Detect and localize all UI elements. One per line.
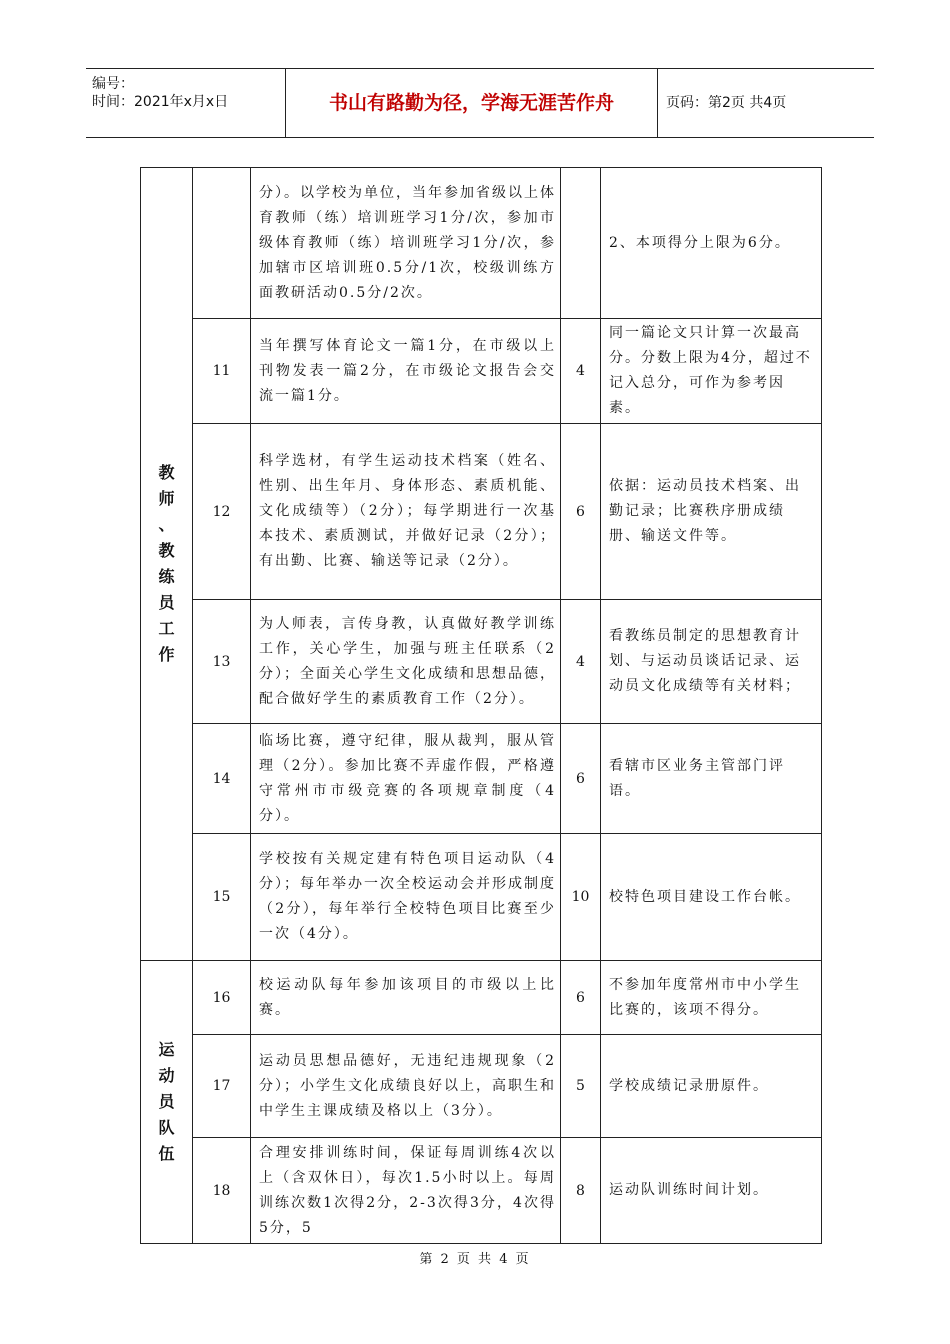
table-row [141, 168, 822, 319]
row-note: 看教练员制定的思想教育计划、与运动员谈话记录、运动员文化成绩等有关材料； [601, 600, 822, 724]
row-content: 校运动队每年参加该项目的市级以上比赛。 [251, 961, 561, 1035]
row-number [193, 168, 251, 319]
category-athletes [141, 961, 193, 1244]
row-content: 学校按有关规定建有特色项目运动队（4分）；每年举办一次全校运动会并形成制度（2分），每年举行全校特色项目比赛至少一次（4分）。 [251, 834, 561, 961]
table-row [141, 961, 822, 1035]
category-char: 运 [158, 1040, 175, 1059]
row-number: 16 [193, 961, 251, 1035]
row-note: 2、本项得分上限为6分。 [601, 168, 822, 319]
row-note: 校特色项目建设工作台帐。 [601, 834, 822, 961]
category-athletes-label [141, 1037, 192, 1167]
scoring-table [140, 167, 822, 1244]
row-number: 14 [193, 724, 251, 834]
category-teachers [141, 168, 193, 961]
header-motto: 书山有路勤为径，学海无涯苦作舟 [286, 69, 658, 137]
row-number: 12 [193, 424, 251, 600]
category-char: 练 [158, 567, 175, 586]
category-teachers-label [141, 460, 192, 668]
row-number: 15 [193, 834, 251, 961]
row-score: 4 [561, 319, 601, 424]
row-number: 13 [193, 600, 251, 724]
table-row [141, 834, 822, 961]
row-content: 分）。以学校为单位，当年参加省级以上体育教师（练）培训班学习1分/次，参加市级体育教师（练）培训班学习1分/次，参加辖市区培训班0.5分/1次，校级训练方面教研活动0.5分/2次。 [251, 168, 561, 319]
category-char: 伍 [158, 1144, 175, 1163]
row-note: 看辖市区业务主管部门评语。 [601, 724, 822, 834]
row-note: 不参加年度常州市中小学生比赛的，该项不得分。 [601, 961, 822, 1035]
row-content: 当年撰写体育论文一篇1分，在市级以上刊物发表一篇2分，在市级论文报告会交流一篇1分。 [251, 319, 561, 424]
row-score: 10 [561, 834, 601, 961]
category-char: 工 [158, 619, 175, 638]
category-char: 员 [158, 1092, 175, 1111]
row-number: 17 [193, 1035, 251, 1138]
page-footer: 第 2 页 共 4 页 [419, 1252, 531, 1267]
category-char: 队 [158, 1118, 175, 1137]
row-score: 6 [561, 424, 601, 600]
category-char: 、 [158, 515, 175, 534]
number-label: 编号： [92, 76, 134, 92]
row-score: 6 [561, 961, 601, 1035]
row-score: 8 [561, 1138, 601, 1244]
row-note: 运动队训练时间计划。 [601, 1138, 822, 1244]
category-char: 作 [158, 645, 175, 664]
header-meta [86, 69, 286, 137]
row-score: 5 [561, 1035, 601, 1138]
row-note: 同一篇论文只计算一次最高分。分数上限为4分，超过不记入总分，可作为参考因素。 [601, 319, 822, 424]
row-content: 为人师表，言传身教，认真做好教学训练工作，关心学生，加强与班主任联系（2分）；全面关心学生文化成绩和思想品德，配合做好学生的素质教育工作（2分）。 [251, 600, 561, 724]
table-row [141, 1138, 822, 1244]
table-row [141, 600, 822, 724]
category-char: 教 [158, 541, 175, 560]
row-score: 4 [561, 600, 601, 724]
time-label: 时间：2021年x月x日 [92, 94, 229, 110]
table-row [141, 724, 822, 834]
row-content: 临场比赛，遵守纪律，服从裁判，服从管理（2分）。参加比赛不弄虚作假，严格遵守常州市市级竞赛的各项规章制度（4分）。 [251, 724, 561, 834]
category-char: 师 [158, 489, 175, 508]
category-char: 员 [158, 593, 175, 612]
row-content: 运动员思想品德好，无违纪违规现象（2分）；小学生文化成绩良好以上，高职生和中学生主课成绩及格以上（3分）。 [251, 1035, 561, 1138]
category-char: 教 [158, 463, 175, 482]
table-row [141, 1035, 822, 1138]
table-row [141, 319, 822, 424]
row-content: 科学选材，有学生运动技术档案（姓名、性别、出生年月、身体形态、素质机能、文化成绩等）（2分）；每学期进行一次基本技术、素质测试，并做好记录（2分）；有出勤、比赛、输送等记录（2分）。 [251, 424, 561, 600]
row-number: 11 [193, 319, 251, 424]
row-note: 依据：运动员技术档案、出勤记录；比赛秩序册成绩册、输送文件等。 [601, 424, 822, 600]
row-score [561, 168, 601, 319]
row-score: 6 [561, 724, 601, 834]
row-content: 合理安排训练时间，保证每周训练4次以上（含双休日），每次1.5小时以上。每周训练次数1次得2分，2-3次得3分，4次得5分，5 [251, 1138, 561, 1244]
category-char: 动 [158, 1066, 175, 1085]
row-number: 18 [193, 1138, 251, 1244]
row-note: 学校成绩记录册原件。 [601, 1035, 822, 1138]
header-page-label: 页码：第2页 共4页 [666, 95, 787, 111]
table-row [141, 424, 822, 600]
page-header [86, 68, 874, 138]
